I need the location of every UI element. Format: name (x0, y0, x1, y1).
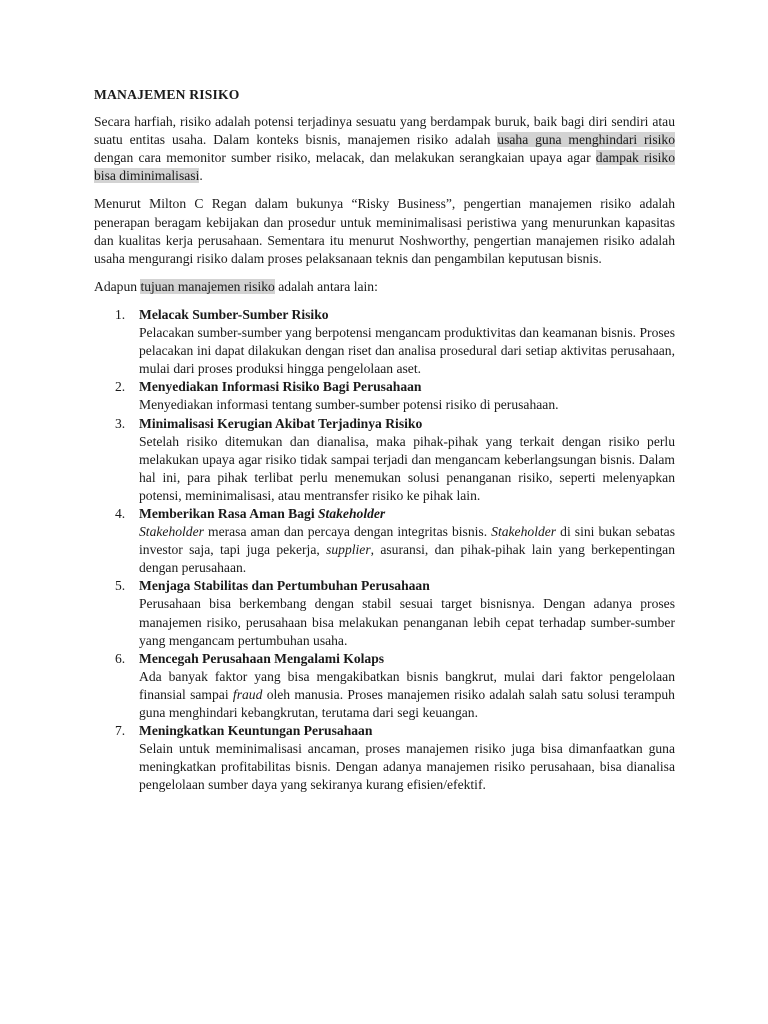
list-number: 5. (115, 578, 126, 594)
desc-text-b: oleh manusia. Proses manajemen risiko adalah salah satu solusi terampuh guna menghindari kebangkrutan, terutama dari segi keuangan. (139, 686, 675, 720)
list-item (94, 306, 675, 378)
highlight-tujuan: tujuan manajemen risiko (140, 278, 275, 294)
list-item-desc: Selain untuk meminimalisasi ancaman, proses manajemen risiko juga bisa dimanfaatkan guna meningkatkan profitabilitas bisnis. Dengan adanya manajemen risiko perusahaan, bisa dianalisa pengelolaan sumber daya yang sekiranya kurang efisien/efektif. (139, 741, 675, 793)
list-item-desc (139, 668, 675, 722)
list-number: 3. (115, 415, 126, 431)
list-item-desc: Perusahaan bisa berkembang dengan stabil sesuai target bisnisnya. Dengan adanya proses manajemen risiko, perusahaan bisa melakukan penanganan lebih cepat terhadap sumber-sumber yang mengancam pertumbuhan usaha. (139, 596, 675, 648)
goals-intro-b: adalah antara lain: (274, 278, 378, 294)
list-item-desc: Pelacakan sumber-sumber yang berpotensi mengancam produktivitas dan keamanan bisnis. Proses pelacakan ini dapat dilakukan dengan riset dan analisa prosedural dari setiap aktivitas perusahaan, mulai dari proses produksi hingga pengelolaan aset. (139, 325, 675, 377)
list-item-desc: Setelah risiko ditemukan dan dianalisa, maka pihak-pihak yang terkait dengan risiko perlu melakukan upaya agar risiko tidak sampai terjadi dan mengancam keberlangsungan bisnis. Dalam hal ini, para pihak terlibat perlu menemukan solusi penanganan risiko, seperti melenyapkan potensi, meminimalisasi, atau mentransfer risiko ke pihak lain. (139, 433, 675, 503)
list-item (94, 378, 675, 414)
list-item-title-em: Stakeholder (318, 505, 386, 521)
highlight-usaha-guna: usaha guna menghindari risiko (497, 132, 675, 148)
list-item-title: Melacak Sumber-Sumber Risiko (139, 306, 329, 322)
definition-paragraph: Menurut Milton C Regan dalam bukunya “Risky Business”, pengertian manajemen risiko adalah penerapan beragam kebijakan dan prosedur untuk meminimalisasi peristiwa yang menurunkan kapasitas dan kualitas kerja perusahaan. Sementara itu menurut Noshworthy, pengertian manajemen risiko adalah usaha mengurangi risiko dalam proses pelaksanaan teknis dan pengambilan keputusan bisnis. (94, 196, 675, 266)
intro-text-c: . (199, 168, 203, 184)
list-number: 2. (115, 379, 126, 395)
list-item (94, 722, 675, 794)
goals-list (94, 306, 675, 795)
desc-text-c: , asuransi, dan pihak-pihak lain yang berkepentingan dengan perusahaan. (139, 542, 676, 576)
list-item-title (139, 505, 675, 523)
list-item-title-text: Memberikan Rasa Aman Bagi (139, 505, 318, 521)
intro-text-b: dengan cara memonitor sumber risiko, melacak, dan melakukan serangkaian upaya agar (94, 150, 596, 166)
list-item (94, 577, 675, 649)
list-item-title: Menyediakan Informasi Risiko Bagi Perusahaan (139, 379, 422, 395)
desc-em-supplier: supplier (326, 542, 371, 558)
list-number: 6. (115, 650, 126, 666)
list-item-desc: Menyediakan informasi tentang sumber-sumber potensi risiko di perusahaan. (139, 397, 559, 413)
goals-intro-a: Adapun (94, 278, 141, 294)
list-item (94, 650, 675, 722)
document-title: MANAJEMEN RISIKO (94, 87, 240, 102)
list-item-title: Mencegah Perusahaan Mengalami Kolaps (139, 650, 385, 666)
list-item-title: Meningkatkan Keuntungan Perusahaan (139, 723, 373, 739)
intro-text-a: Secara harfiah, risiko adalah potensi terjadinya sesuatu yang berdampak buruk, baik bagi diri sendiri atau suatu entitas usaha. Dalam konteks bisnis, manajemen risiko adalah (94, 114, 675, 148)
intro-paragraph (94, 113, 675, 185)
list-item-title: Menjaga Stabilitas dan Pertumbuhan Perusahaan (139, 578, 430, 594)
goals-intro-paragraph (94, 278, 675, 296)
desc-em-stakeholder: Stakeholder (139, 524, 204, 540)
list-number: 1. (115, 306, 126, 322)
list-number: 7. (115, 723, 126, 739)
desc-em-fraud: fraud (232, 686, 263, 702)
document-page (94, 86, 675, 794)
desc-text-a: Ada banyak faktor yang bisa mengakibatkan bisnis bangkrut, mulai dari faktor pengelolaan finansial sampai (139, 668, 675, 702)
highlight-dampak-risiko: dampak risiko bisa diminimalisasi (94, 150, 675, 184)
list-number: 4. (115, 505, 126, 521)
list-item (94, 505, 675, 577)
list-item-desc (139, 523, 675, 577)
list-item (94, 415, 675, 505)
desc-text-b: di sini bukan sebatas investor saja, tapi juga pekerja, (139, 524, 675, 558)
desc-text-a: merasa aman dan percaya dengan integritas bisnis. (203, 524, 492, 540)
list-item-title: Minimalisasi Kerugian Akibat Terjadinya Risiko (139, 415, 423, 431)
desc-em-stakeholder-2: Stakeholder (491, 524, 557, 540)
